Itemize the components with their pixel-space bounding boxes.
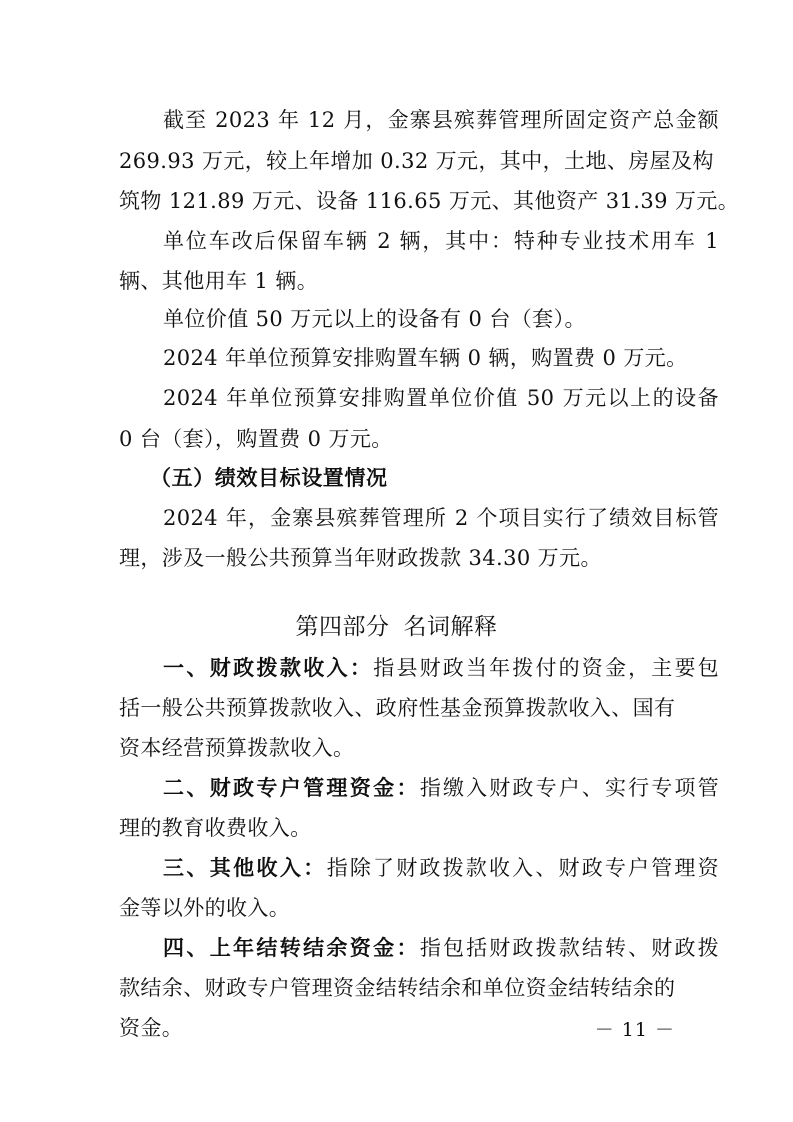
paragraph-performance-line-1: 2024 年，金寨县殡葬管理所 2 个项目实行了绩效目标管: [163, 506, 719, 530]
page-number: － 11 －: [594, 1019, 675, 1041]
part-four-title-part: 第四部分: [295, 614, 390, 640]
term-other-income-line-1: [119, 854, 719, 882]
term-definition: 指包括财政拨款结转、财政拨: [419, 936, 719, 960]
paragraph-fixed-assets-line-1: 截至 2023 年 12 月，金寨县殡葬管理所固定资产总金额: [163, 108, 719, 132]
paragraph-fixed-assets-line-3: 筑物 121.89 万元、设备 116.65 万元、其他资产 31.39 万元。: [119, 189, 740, 213]
term-other-income-line-2: 金等以外的收入。: [119, 896, 291, 920]
paragraph-performance-line-2: 理，涉及一般公共预算当年财政拨款 34.30 万元。: [119, 546, 602, 570]
paragraph-equipment-budget-line-1: 2024 年单位预算安排购置单位价值 50 万元以上的设备: [163, 386, 719, 410]
term-label: 三、其他收入：: [163, 856, 327, 880]
paragraph-equipment-budget-line-2: 0 台（套），购置费 0 万元。: [119, 427, 393, 451]
term-label: 四、上年结转结余资金：: [163, 936, 420, 960]
section-heading-performance-goals: （五）绩效目标设置情况: [150, 466, 388, 490]
term-definition: 指缴入财政专户、实行专项管: [419, 776, 719, 800]
paragraph-equipment: 单位价值 50 万元以上的设备有 0 台（套）。: [163, 307, 586, 331]
paragraph-vehicle-budget: 2024 年单位预算安排购置车辆 0 辆，购置费 0 万元。: [163, 346, 688, 370]
paragraph-vehicles-line-2: 辆、其他用车 1 辆。: [119, 269, 319, 293]
paragraph-vehicles-line-1: 单位车改后保留车辆 2 辆，其中：特种专业技术用车 1: [163, 229, 719, 253]
term-special-account-line-1: [119, 774, 719, 802]
term-label: 一、财政拨款收入：: [163, 656, 374, 680]
term-definition: 指除了财政拨款收入、财政专户管理资: [326, 856, 719, 880]
term-definition: 指县财政当年拨付的资金，主要包: [373, 656, 720, 680]
term-carryover-funds-line-2: 款结余、财政专户管理资金结转结余和单位资金结转结余的: [119, 976, 676, 1000]
term-label: 二、财政专户管理资金：: [163, 776, 420, 800]
part-four-title: [0, 612, 793, 642]
paragraph-fixed-assets-line-2: 269.93 万元，较上年增加 0.32 万元，其中，土地、房屋及构: [119, 149, 714, 173]
term-financial-appropriation-line-3: 资本经营预算拨款收入。: [119, 736, 355, 760]
term-financial-appropriation-line-2: 括一般公共预算拨款收入、政府性基金预算拨款收入、国有: [119, 696, 676, 720]
term-special-account-line-2: 理的教育收费收入。: [119, 816, 312, 840]
term-financial-appropriation-line-1: [119, 654, 719, 682]
term-carryover-funds-line-3: 资金。: [119, 1016, 184, 1040]
part-four-title-name: 名词解释: [403, 614, 498, 640]
term-carryover-funds-line-1: [119, 934, 719, 962]
